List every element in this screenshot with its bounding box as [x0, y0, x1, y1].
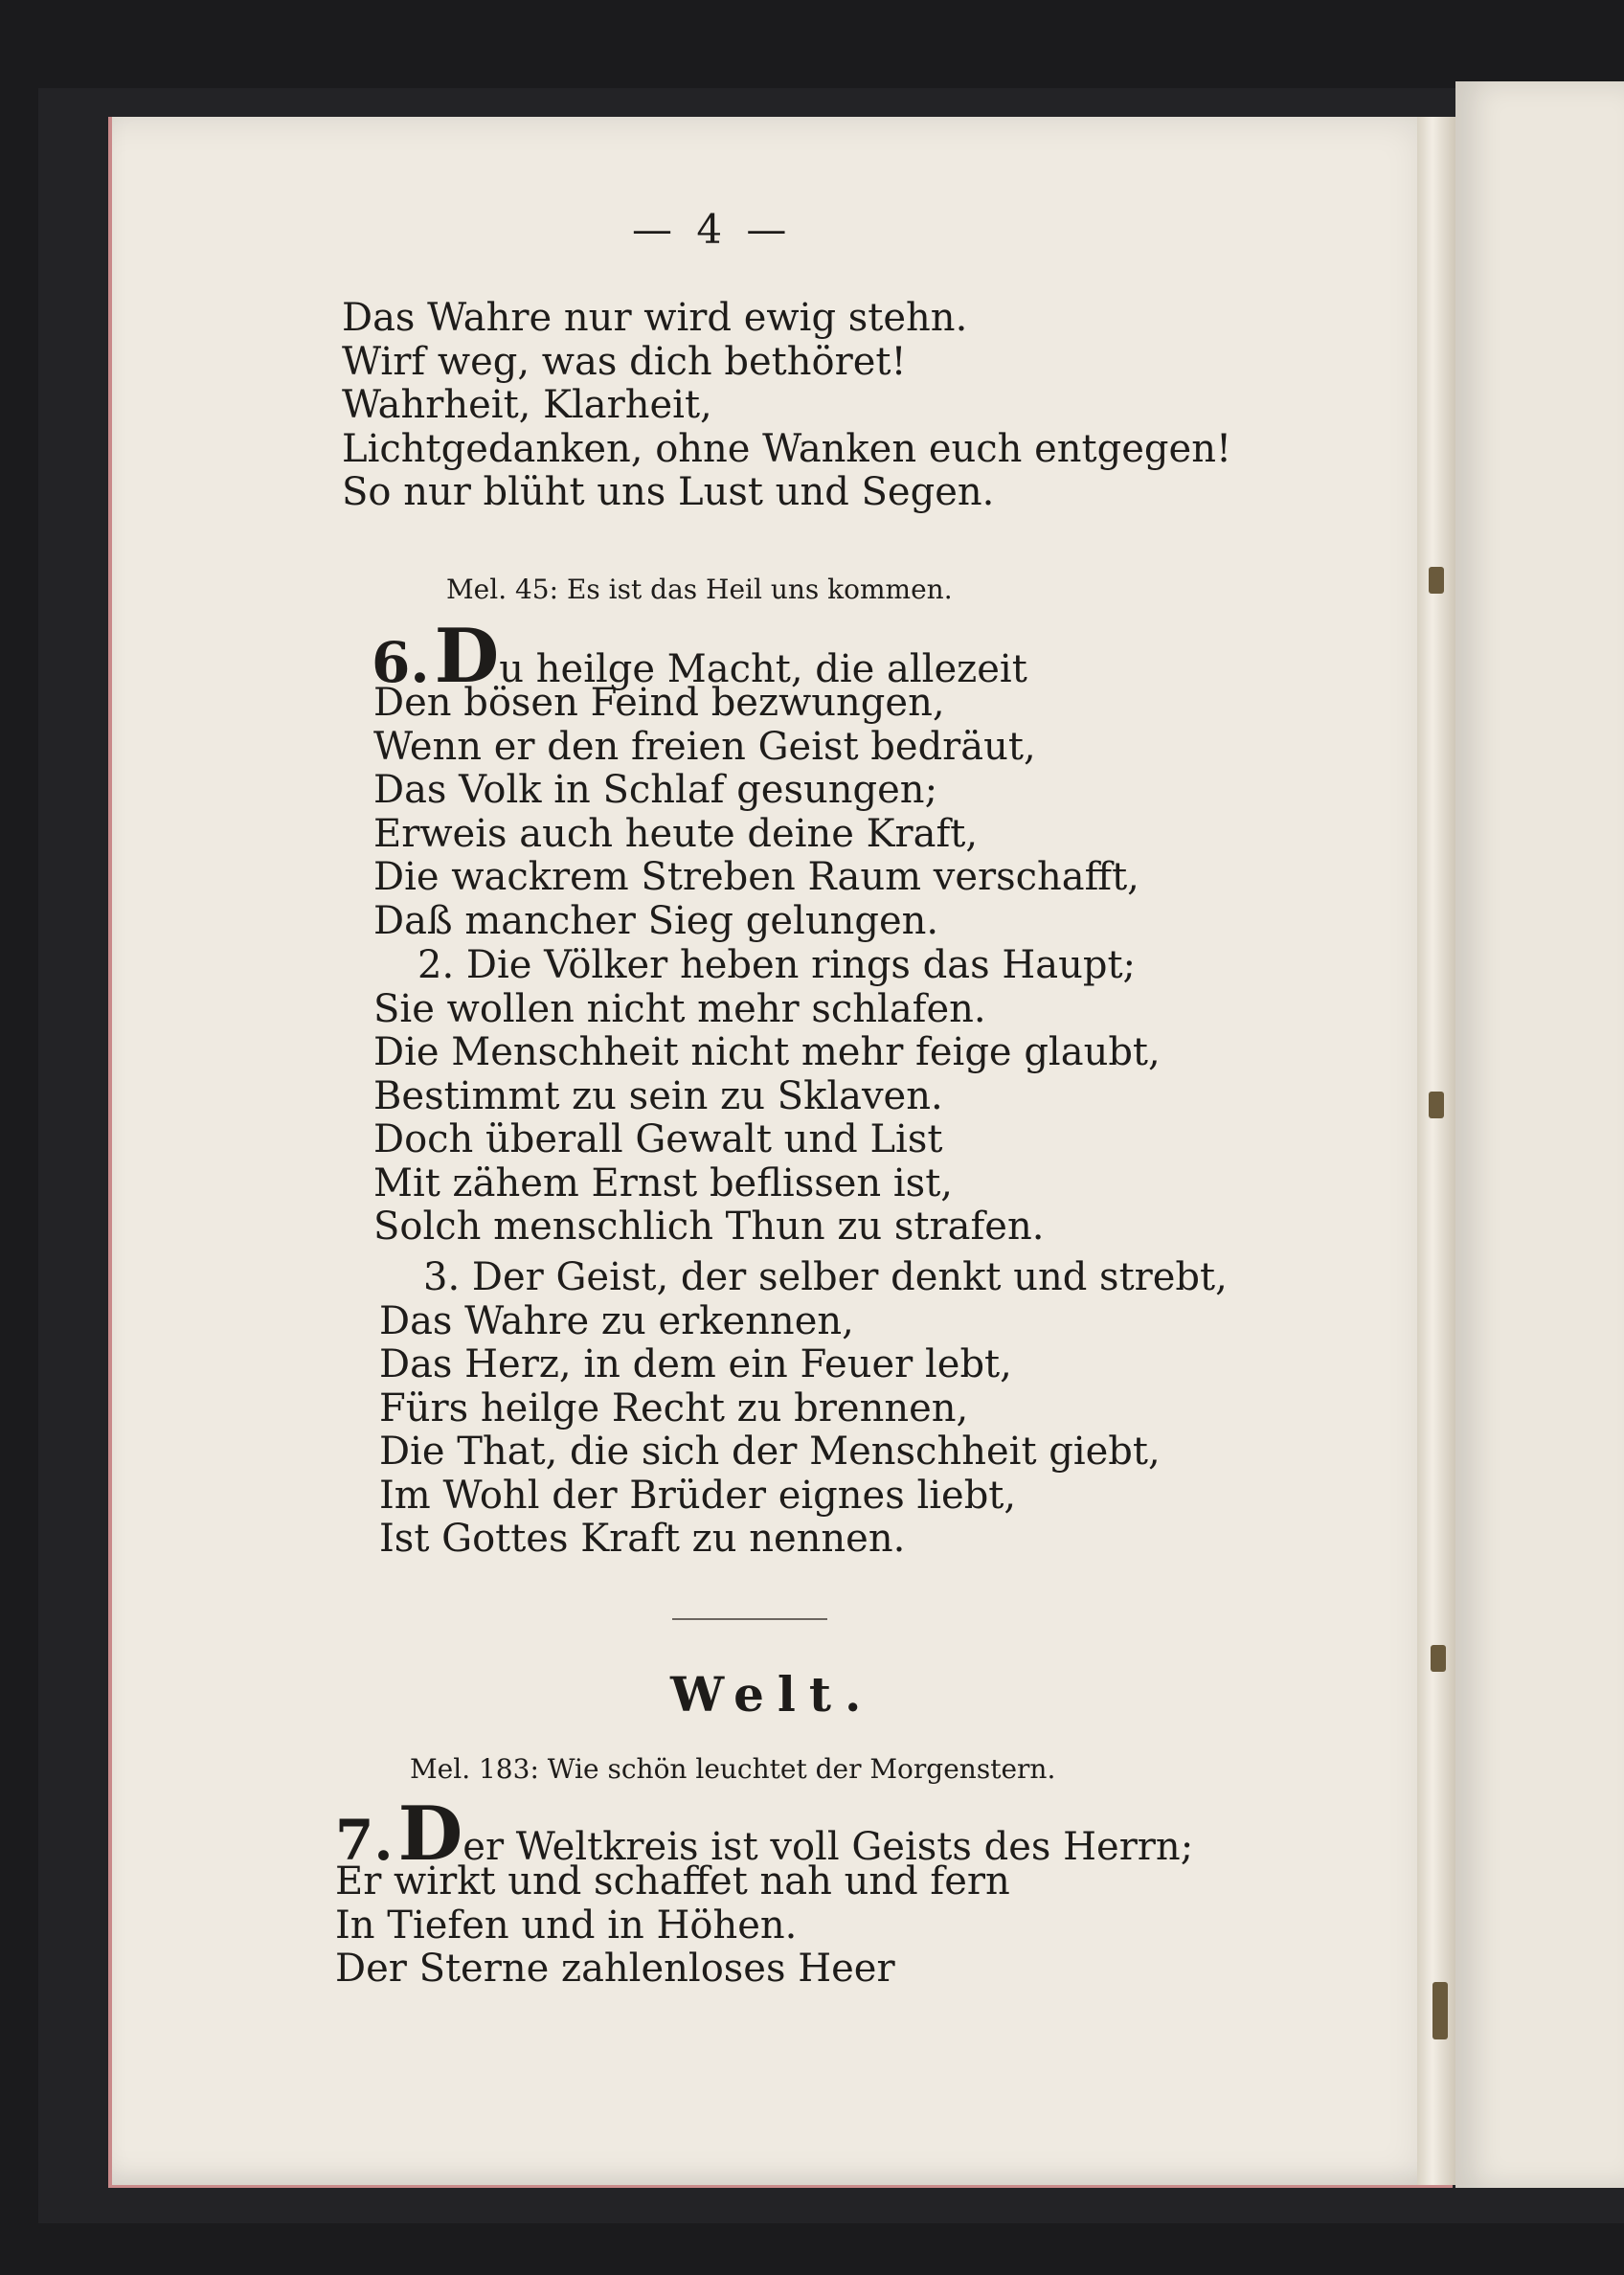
binding-stitch	[1432, 1982, 1448, 2039]
hymn6-stanza1	[373, 682, 1139, 943]
page-gutter	[1417, 117, 1455, 2185]
verse-line: Wenn er den freien Geist bedräut,	[373, 724, 1036, 769]
hymn6-dropcap: D	[434, 613, 500, 700]
verse-line: Die That, die sich der Menschheit giebt,	[379, 1430, 1161, 1474]
hymn7-first-line	[335, 1791, 1194, 1878]
verse-line: In Tiefen und in Höhen.	[335, 1903, 798, 1948]
verse-line: Bestimmt zu sein zu Sklaven.	[373, 1073, 943, 1118]
section-title: Welt.	[670, 1666, 875, 1723]
hymn6-number: 6.	[372, 630, 430, 695]
hymn6-stanza3	[379, 1256, 1228, 1562]
verse-line: Im Wohl der Brüder eignes liebt,	[379, 1473, 1017, 1518]
verse-line: Das Volk in Schlaf gesungen;	[373, 768, 938, 812]
hymn6-stanza2	[373, 944, 1161, 1250]
hymn6-melody: Mel. 45: Es ist das Heil uns kommen.	[446, 574, 953, 605]
verse-line: Den bösen Feind bezwungen,	[373, 681, 945, 725]
verse-line: Doch überall Gewalt und List	[373, 1117, 943, 1161]
verse-line: Solch menschlich Thun zu strafen.	[373, 1205, 1045, 1249]
verse-line: Lichtgedanken, ohne Wanken euch entgegen!	[342, 426, 1232, 471]
verse-line: Das Herz, in dem ein Feuer lebt,	[379, 1342, 1012, 1386]
hymn7-number: 7.	[335, 1808, 394, 1873]
hymn7-dropcap: D	[397, 1791, 463, 1878]
verse-line: Der Sterne zahlenloses Heer	[335, 1947, 895, 1991]
verse-line: Sie wollen nicht mehr schlafen.	[373, 986, 986, 1031]
hymn7-first-line-text: er Weltkreis ist voll Geists des Herrn;	[462, 1825, 1194, 1869]
top-stanza	[342, 297, 1231, 515]
binding-stitch	[1429, 567, 1444, 594]
verse-line: Er wirkt und schaffet nah und fern	[335, 1859, 1010, 1903]
verse-line: Daß mancher Sieg gelungen.	[373, 898, 939, 943]
verse-line: Wirf weg, was dich bethöret!	[342, 339, 907, 384]
hymn7-melody: Mel. 183: Wie schön leuchtet der Morgenstern.	[410, 1753, 1056, 1785]
verse-line: Die wackrem Streben Raum verschafft,	[373, 855, 1139, 899]
verse-line: Mit zähem Ernst beflissen ist,	[373, 1160, 953, 1205]
verse-line: Das Wahre nur wird ewig stehn.	[342, 296, 968, 340]
verse-line: Das Wahre zu erkennen,	[379, 1298, 854, 1343]
hymn6-first-line-text: u heilge Macht, die allezeit	[499, 647, 1027, 691]
binding-stitch	[1431, 1645, 1446, 1672]
verse-line: Fürs heilge Recht zu brennen,	[379, 1385, 969, 1430]
verse-line: Erweis auch heute deine Kraft,	[373, 811, 979, 856]
verse-line: Die Menschheit nicht mehr feige glaubt,	[373, 1030, 1161, 1074]
verse-line: 2. Die Völker heben rings das Haupt;	[417, 943, 1137, 987]
verse-line: So nur blüht uns Lust und Segen.	[342, 470, 995, 514]
page-number: — 4 —	[632, 206, 793, 253]
verse-line: Wahrheit, Klarheit,	[342, 383, 712, 427]
verse-line: Ist Gottes Kraft zu nennen.	[379, 1517, 906, 1561]
hymn7-stanza	[335, 1860, 1010, 1992]
binding-stitch	[1429, 1092, 1444, 1118]
verse-line: 3. Der Geist, der selber denkt und strebt,	[423, 1255, 1228, 1299]
hymn6-first-line	[372, 613, 1027, 700]
facing-page-edge	[1455, 81, 1624, 2188]
section-divider	[672, 1618, 827, 1620]
